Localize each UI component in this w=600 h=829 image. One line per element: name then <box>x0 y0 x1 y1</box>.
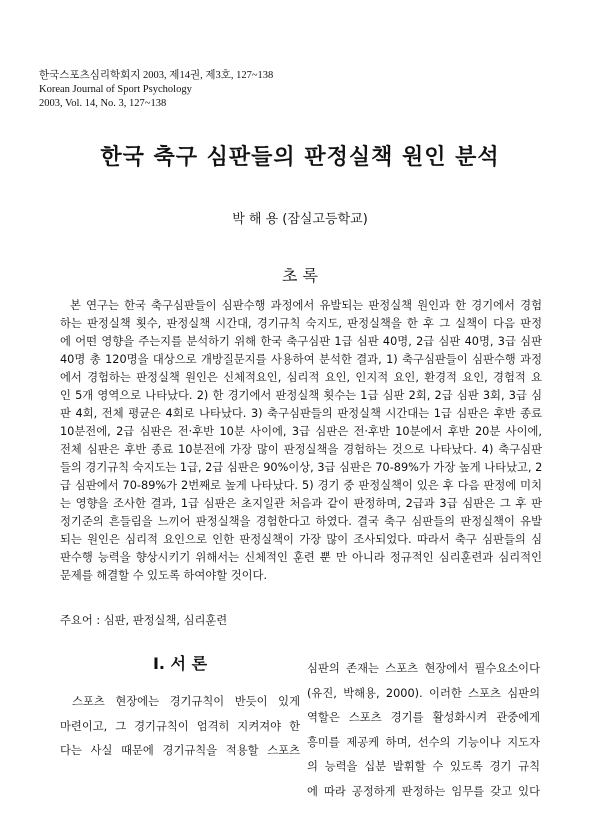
abstract-line: 급 심판에서 70-89%가 2번째로 높게 나타났다. 5) 경기 중 판정실책이 있은 후 다음 판정에 미치 <box>60 479 542 492</box>
body-line: 다는 사실 때문에 경기규칙을 적용할 스포츠 <box>60 744 300 757</box>
keywords: 주요어 : 심판, 판정실책, 심리훈련 <box>60 614 228 627</box>
body-line: 스포츠 현장에는 경기규칙이 반듯이 있게 <box>72 695 300 708</box>
abstract-line: 전체 심판은 후반 종료 10분전에 가장 많이 판정실책을 경험하는 것으로 나타났다. 4) 축구심판 <box>60 443 542 456</box>
abstract-line: 는 영향을 조사한 결과, 1급 심판은 초지일관 처음과 같이 판정하며, 2급과 3급 심판은 그 후 판 <box>60 497 542 510</box>
abstract-line: 되는 원인은 심리적 요인으로 인한 판정실책이 가장 많이 조사되었다. 따라서 축구 심판들의 심 <box>60 533 542 546</box>
abstract-line: 판수행 능력을 향상시키기 위해서는 신체적인 훈련 뿐 만 아니라 정규적인 심리훈련과 심리적인 <box>60 551 542 564</box>
journal-header-line: Korean Journal of Sport Psychology <box>39 84 192 95</box>
abstract-line: 하는 판정실책 횟수, 판정실책 시간대, 경기규칙 숙지도, 판정실책을 한 후 그 실책이 다음 판정 <box>60 317 542 330</box>
abstract-line: 인 5개 영역으로 나타났다. 2) 한 경기에서 판정실책 횟수는 1급 심판 2회, 2급 심판 3회, 3급 심 <box>60 389 542 402</box>
body-line: 마련이고, 그 경기규칙이 엄격히 지켜져야 한 <box>60 719 300 733</box>
abstract-line: 본 연구는 한국 축구심판들이 심판수행 과정에서 유발되는 판정실책 원인과 한 경기에서 경험 <box>70 299 542 312</box>
abstract-heading: 초 록 <box>282 266 318 285</box>
journal-header-line: 한국스포츠심리학회지 2003, 제14권, 제3호, 127~138 <box>39 70 274 81</box>
abstract-line: 에 어떤 영향을 주는지를 분석하기 위해 한국 축구심판 1급 심판 40명, 2급 심판 40명, 3급 심판 <box>60 335 542 348</box>
abstract-line: 정기준의 흔들림을 느끼어 판정실책을 경험한다고 하였다. 결국 축구 심판들의 판정실책이 유발 <box>60 515 542 528</box>
body-line: 흥미를 제공케 하며, 선수의 기능이나 지도자 <box>307 735 540 749</box>
journal-header-line: 2003, Vol. 14, No. 3, 127~138 <box>39 98 167 109</box>
author-line: 박 해 용 (잠실고등학교) <box>232 212 368 227</box>
abstract-line: 40명 총 120명을 대상으로 개방질문지를 사용하여 분석한 결과, 1) 축구심판들이 심판수행 과정 <box>60 353 542 366</box>
body-line: 의 능력을 십분 발휘할 수 있도록 경기 규칙 <box>307 760 540 773</box>
body-line: (유진, 박해용, 2000). 이러한 스포츠 심판의 <box>307 686 540 700</box>
body-line: 심판의 존재는 스포츠 현장에서 필수요소이다 <box>307 662 540 675</box>
abstract-line: 판 4회, 전체 평균은 4회로 나타났다. 3) 축구심판들의 판정실책 시간대는 1급 심판은 후반 종료 <box>60 407 542 420</box>
body-line: 에 따라 공정하게 판정하는 임무를 갖고 있다 <box>307 784 540 798</box>
body-line: 역할은 스포츠 경기를 활성화시켜 관중에게 <box>307 711 540 724</box>
paper-title: 한국 축구 심판들의 판정실책 원인 분석 <box>100 144 500 170</box>
abstract-line: 문제를 해결할 수 있도록 하여야할 것이다. <box>60 569 268 582</box>
abstract-line: 들의 경기규칙 숙지도는 1급, 2급 심판은 90%이상, 3급 심판은 70-89%가 가장 높게 나타났고, 2 <box>60 461 543 474</box>
abstract-line: 에서 경험하는 판정실책 원인은 신체적요인, 심리적 요인, 인지적 요인, 환경적 요인, 경험적 요 <box>60 371 542 384</box>
abstract-line: 10분전에, 2급 심판은 전·후반 10분 사이에, 3급 심판은 전·후반 10분에서 후반 20분 사이에, <box>60 425 542 438</box>
section-heading-introduction: I. 서 론 <box>152 654 208 673</box>
body-column-right <box>307 657 540 804</box>
abstract-body <box>60 297 542 585</box>
journal-header <box>39 69 273 111</box>
body-column-left <box>60 690 300 764</box>
